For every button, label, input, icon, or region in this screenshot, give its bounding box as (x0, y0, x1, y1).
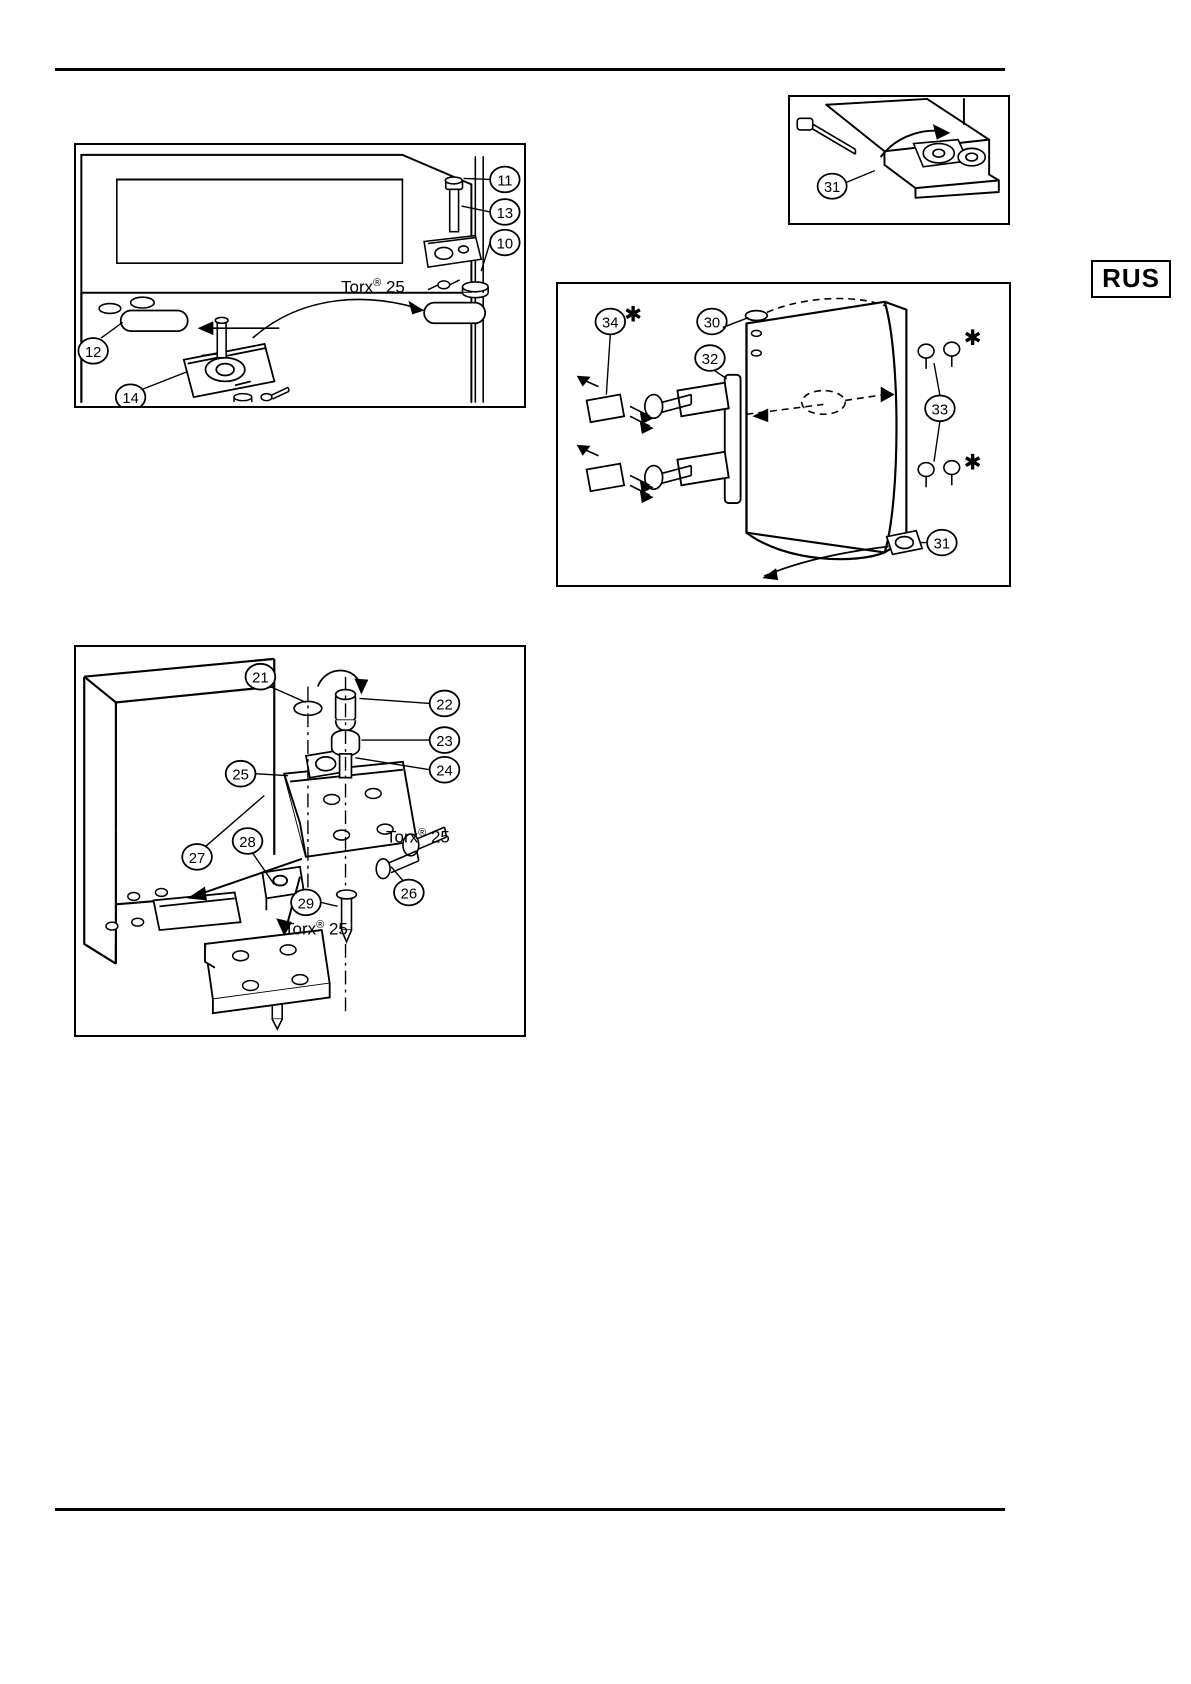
registered-mark-icon: ® (418, 827, 427, 839)
svg-text:22: 22 (436, 697, 453, 714)
figure-bottom-hinge (74, 645, 526, 1037)
header-rule (55, 68, 1005, 71)
svg-text:34: 34 (602, 315, 619, 332)
svg-text:31: 31 (933, 536, 951, 553)
svg-text:13: 13 (496, 205, 514, 222)
svg-text:✱: ✱ (963, 449, 982, 475)
torx-label-a (341, 277, 405, 298)
svg-text:21: 21 (252, 670, 269, 687)
language-tab-rus: RUS (1091, 260, 1171, 298)
svg-text:27: 27 (188, 850, 206, 867)
svg-text:26: 26 (400, 886, 418, 903)
torx-text: Torx (386, 827, 419, 847)
torx-text: Torx (341, 277, 374, 297)
svg-text:33: 33 (931, 402, 949, 419)
torx-text: Torx (284, 919, 317, 939)
svg-text:29: 29 (297, 896, 315, 913)
svg-text:30: 30 (703, 315, 721, 332)
figure-handle-assembly (556, 282, 1011, 587)
svg-text:12: 12 (84, 344, 102, 361)
svg-text:10: 10 (496, 236, 514, 253)
svg-text:24: 24 (436, 763, 453, 780)
torx-label-d1 (386, 827, 450, 848)
figure-hinge-closeup (788, 95, 1010, 225)
torx-size: 25 (385, 277, 405, 297)
footer-rule (55, 1508, 1005, 1511)
svg-text:✱: ✱ (624, 301, 643, 327)
svg-text:23: 23 (436, 733, 453, 750)
svg-text:11: 11 (497, 173, 513, 190)
torx-size: 25 (430, 827, 450, 847)
figure-upper-hinge (74, 143, 526, 408)
svg-text:28: 28 (239, 834, 256, 851)
svg-text:32: 32 (701, 351, 719, 368)
registered-mark-icon: ® (373, 277, 382, 289)
torx-size: 25 (328, 919, 348, 939)
svg-text:31: 31 (824, 179, 841, 196)
svg-text:14: 14 (122, 391, 139, 406)
svg-text:✱: ✱ (963, 325, 982, 351)
registered-mark-icon: ® (316, 919, 325, 931)
torx-label-d2 (284, 919, 348, 940)
svg-text:25: 25 (232, 767, 249, 784)
